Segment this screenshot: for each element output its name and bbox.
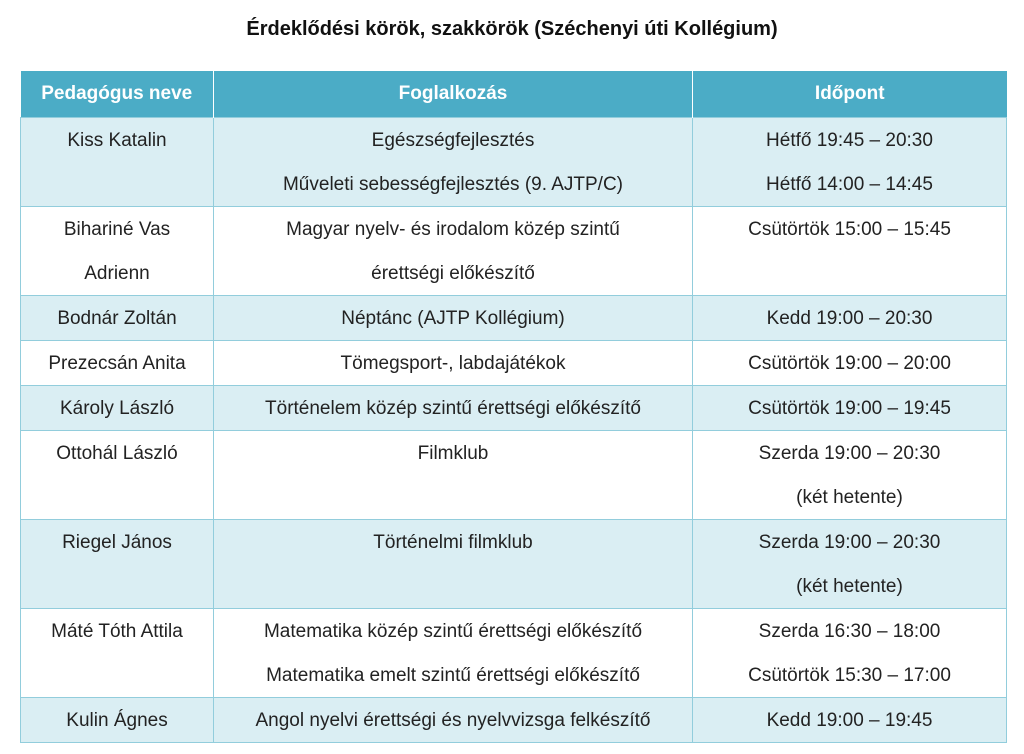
time-cell: [693, 698, 1007, 743]
time-cell-line: Szerda 19:00 – 20:30: [758, 532, 941, 553]
teacher-name-cell: [21, 296, 214, 341]
activity-cell: [214, 341, 693, 386]
time-cell-line: Szerda 19:00 – 20:30: [758, 443, 941, 464]
table-row: [21, 698, 1007, 743]
teacher-name-cell-line: Bihariné Vas: [63, 219, 171, 240]
teacher-name-cell-line: Károly László: [59, 398, 175, 419]
table-row: [21, 118, 1007, 207]
teacher-name-cell: [21, 207, 214, 296]
time-cell: [693, 609, 1007, 698]
activity-cell-line: Matematika emelt szintű érettségi előkészítő: [266, 665, 640, 686]
table-row: [21, 609, 1007, 698]
teacher-name-cell-line: [21, 653, 213, 697]
teacher-name-cell: [21, 520, 214, 609]
time-cell-line: Hétfő 14:00 – 14:45: [766, 174, 933, 195]
teacher-name-cell-line: Kulin Ágnes: [66, 710, 168, 731]
time-cell-line: Kedd 19:00 – 20:30: [766, 308, 933, 329]
table-row: [21, 520, 1007, 609]
time-cell-line: Csütörtök 15:00 – 15:45: [748, 219, 951, 240]
header-activity: Foglalkozás: [214, 71, 693, 118]
activity-cell-line: Műveleti sebességfejlesztés (9. AJTP/C): [282, 174, 624, 195]
activity-cell: [214, 296, 693, 341]
time-cell: [693, 118, 1007, 207]
teacher-name-cell-line: [21, 162, 213, 206]
activity-cell: [214, 118, 693, 207]
table-row: [21, 386, 1007, 431]
time-cell: [693, 386, 1007, 431]
activity-cell-line: érettségi előkészítő: [371, 263, 535, 284]
time-cell-line: Csütörtök 15:30 – 17:00: [748, 665, 951, 686]
schedule-table: [20, 71, 1007, 743]
time-cell: [693, 431, 1007, 520]
activity-cell-line: Angol nyelvi érettségi és nyelvvizsga felkészítő: [255, 710, 651, 731]
header-time: Időpont: [693, 71, 1007, 118]
activity-cell: [214, 386, 693, 431]
time-cell-line: (két hetente): [796, 576, 903, 597]
teacher-name-cell: [21, 431, 214, 520]
teacher-name-cell-line: Prezecsán Anita: [48, 353, 186, 374]
teacher-name-cell-line: [21, 475, 213, 519]
time-cell-line: Csütörtök 19:00 – 19:45: [748, 398, 951, 419]
time-cell-line: Kedd 19:00 – 19:45: [766, 710, 933, 731]
table-row: [21, 431, 1007, 520]
teacher-name-cell: [21, 341, 214, 386]
activity-cell: [214, 431, 693, 520]
activity-cell-line: Tömegsport-, labdajátékok: [340, 353, 566, 374]
time-cell: [693, 520, 1007, 609]
time-cell: [693, 207, 1007, 296]
header-teacher-name: Pedagógus neve: [21, 71, 214, 118]
activity-cell-line: Néptánc (AJTP Kollégium): [341, 308, 565, 329]
teacher-name-cell-line: Riegel János: [62, 532, 172, 553]
header-row: [21, 71, 1007, 118]
teacher-name-cell-line: Adrienn: [84, 263, 150, 284]
table-row: [21, 207, 1007, 296]
activity-cell-line: Egészségfejlesztés: [371, 130, 535, 151]
time-cell-line: (két hetente): [796, 487, 903, 508]
activity-cell: [214, 609, 693, 698]
teacher-name-cell-line: Bodnár Zoltán: [57, 308, 177, 329]
activity-cell-line: Filmklub: [417, 443, 489, 464]
time-cell: [693, 296, 1007, 341]
teacher-name-cell-line: [21, 564, 213, 608]
time-cell-line: Szerda 16:30 – 18:00: [758, 621, 941, 642]
teacher-name-cell-line: Kiss Katalin: [67, 130, 167, 151]
activity-cell-line: Matematika közép szintű érettségi előkészítő: [263, 621, 643, 642]
teacher-name-cell: [21, 118, 214, 207]
activity-cell: [214, 698, 693, 743]
teacher-name-cell-line: Ottohál László: [56, 443, 178, 464]
activity-cell-line: [214, 564, 692, 608]
time-cell-line: Hétfő 19:45 – 20:30: [766, 130, 933, 151]
activity-cell-line: [214, 475, 692, 519]
table-row: [21, 341, 1007, 386]
table-row: [21, 296, 1007, 341]
activity-cell-line: Történelem közép szintű érettségi előkészítő: [265, 398, 641, 419]
time-cell-line: [693, 251, 1006, 295]
teacher-name-cell: [21, 386, 214, 431]
activity-cell-line: Történelmi filmklub: [373, 532, 533, 553]
teacher-name-cell: [21, 698, 214, 743]
time-cell: [693, 341, 1007, 386]
teacher-name-cell-line: Máté Tóth Attila: [51, 621, 183, 642]
activity-cell: [214, 520, 693, 609]
page-title: Érdeklődési körök, szakkörök (Széchenyi úti Kollégium): [246, 18, 778, 40]
teacher-name-cell: [21, 609, 214, 698]
time-cell-line: Csütörtök 19:00 – 20:00: [748, 353, 951, 374]
activity-cell-line: Magyar nyelv- és irodalom közép szintű: [286, 219, 620, 240]
activity-cell: [214, 207, 693, 296]
